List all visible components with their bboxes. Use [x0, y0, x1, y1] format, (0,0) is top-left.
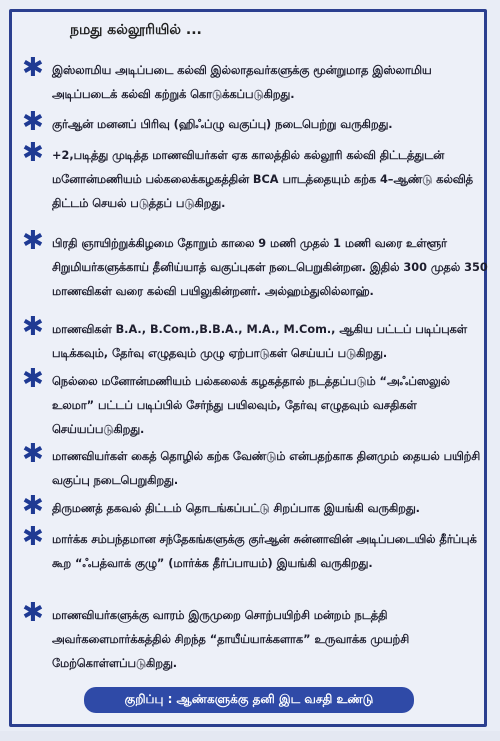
asterisk-icon: ✱ — [22, 312, 44, 342]
asterisk-icon: ✱ — [22, 491, 44, 521]
list-item-text: இஸ்லாமிய அடிப்படை கல்வி இல்லாதவர்களுக்கு மூன்றுமாத இஸ்லாமிய அடிப்படைக் கல்வி கற்றுக் கொடுக்கப்படுகிறது. — [52, 64, 432, 101]
list-item-text: பிரதி ஞாயிற்றுக்கிழமை தோறும் காலை 9 மணி முதல் 1 மணி வரை உள்ளூர் சிறுமியர்களுக்காய் தீனிய்யாத் வகுப்புகள் நடைபெறுகின்றன. இதில் 300 முதல் 350 மாணவிகள் வரை கல்வி பயிலுகின்றனர். அல்ஹம்துலில்லாஹ். — [52, 237, 488, 298]
list-item-text: மாணவியர்களுக்கு வாரம் இருமுறை சொற்பயிற்சி மன்றம் நடத்தி அவர்களைமார்க்கத்தில் சிறந்த “தாயீய்யாக்களாக” உருவாக்க முயற்சி மேற்கொள்ளப்படுகிறது. — [52, 609, 410, 670]
asterisk-icon: ✱ — [22, 598, 44, 628]
list-item-text: மாணவியர்கள் கைத் தொழில் கற்க வேண்டும் என்பதற்காக தினமும் தையல் பயிற்சி வகுப்பு நடைபெறுகிறது. — [52, 450, 481, 487]
list-item-text: திருமணத் தகவல் திட்டம் தொடங்கப்பட்டு சிறப்பாக இயங்கி வருகிறது. — [52, 502, 420, 515]
list-item-text: நெல்லை மனோன்மணியம் பல்கலைக் கழகத்தால் நடத்தப்படும் “அஃப்ஸலுல் உலமா” பட்டப் படிப்பில் சேர்ந்து பயிலவும், தேர்வு எழுதவும் வசதிகள் செய்யப்படுகிறது. — [52, 375, 450, 436]
asterisk-icon: ✱ — [22, 107, 44, 137]
asterisk-icon: ✱ — [22, 226, 44, 256]
list-item-text: +2,படித்து முடித்த மாணவியர்கள் ஏக காலத்தில் கல்லூரி கல்வி திட்டத்துடன் மனோன்மணியம் பல்கலைக்கழகத்தின் BCA பாடத்தையும் கற்க 4–ஆண்டு கல்வித் திட்டம் செயல் படுத்தப் படுகிறது. — [52, 149, 473, 210]
asterisk-icon: ✱ — [22, 439, 44, 469]
bottom-strip — [0, 731, 500, 741]
asterisk-icon: ✱ — [22, 138, 44, 168]
asterisk-icon: ✱ — [22, 522, 44, 552]
asterisk-icon: ✱ — [22, 53, 44, 83]
list-item-text: மார்க்க சம்பந்தமான சந்தேகங்களுக்கு குர்ஆன் சுன்னாவின் அடிப்படையில் தீர்ப்புக் கூற “ஃபத்வாக் குழு” (மார்க்க தீர்ப்பாயம்) இயங்கி வருகிறது. — [52, 533, 477, 570]
list-item-text: மாணவிகள் B.A., B.Com.,B.B.A., M.A., M.Com., ஆகிய பட்டப் படிப்புகள் படிக்கவும், தேர்வு எழுதவும் முழு ஏற்பாடுகள் செய்யப் படுகிறது. — [52, 323, 467, 360]
page-title: நமது கல்லூரியில் ... — [70, 22, 202, 38]
note-banner: குறிப்பு : ஆண்களுக்கு தனி இட வசதி உண்டு — [84, 687, 414, 713]
asterisk-icon: ✱ — [22, 364, 44, 394]
list-item-text: குர்ஆன் மனனப் பிரிவு (ஹிஃப்ழு வகுப்பு) நடைபெற்று வருகிறது. — [52, 118, 393, 131]
